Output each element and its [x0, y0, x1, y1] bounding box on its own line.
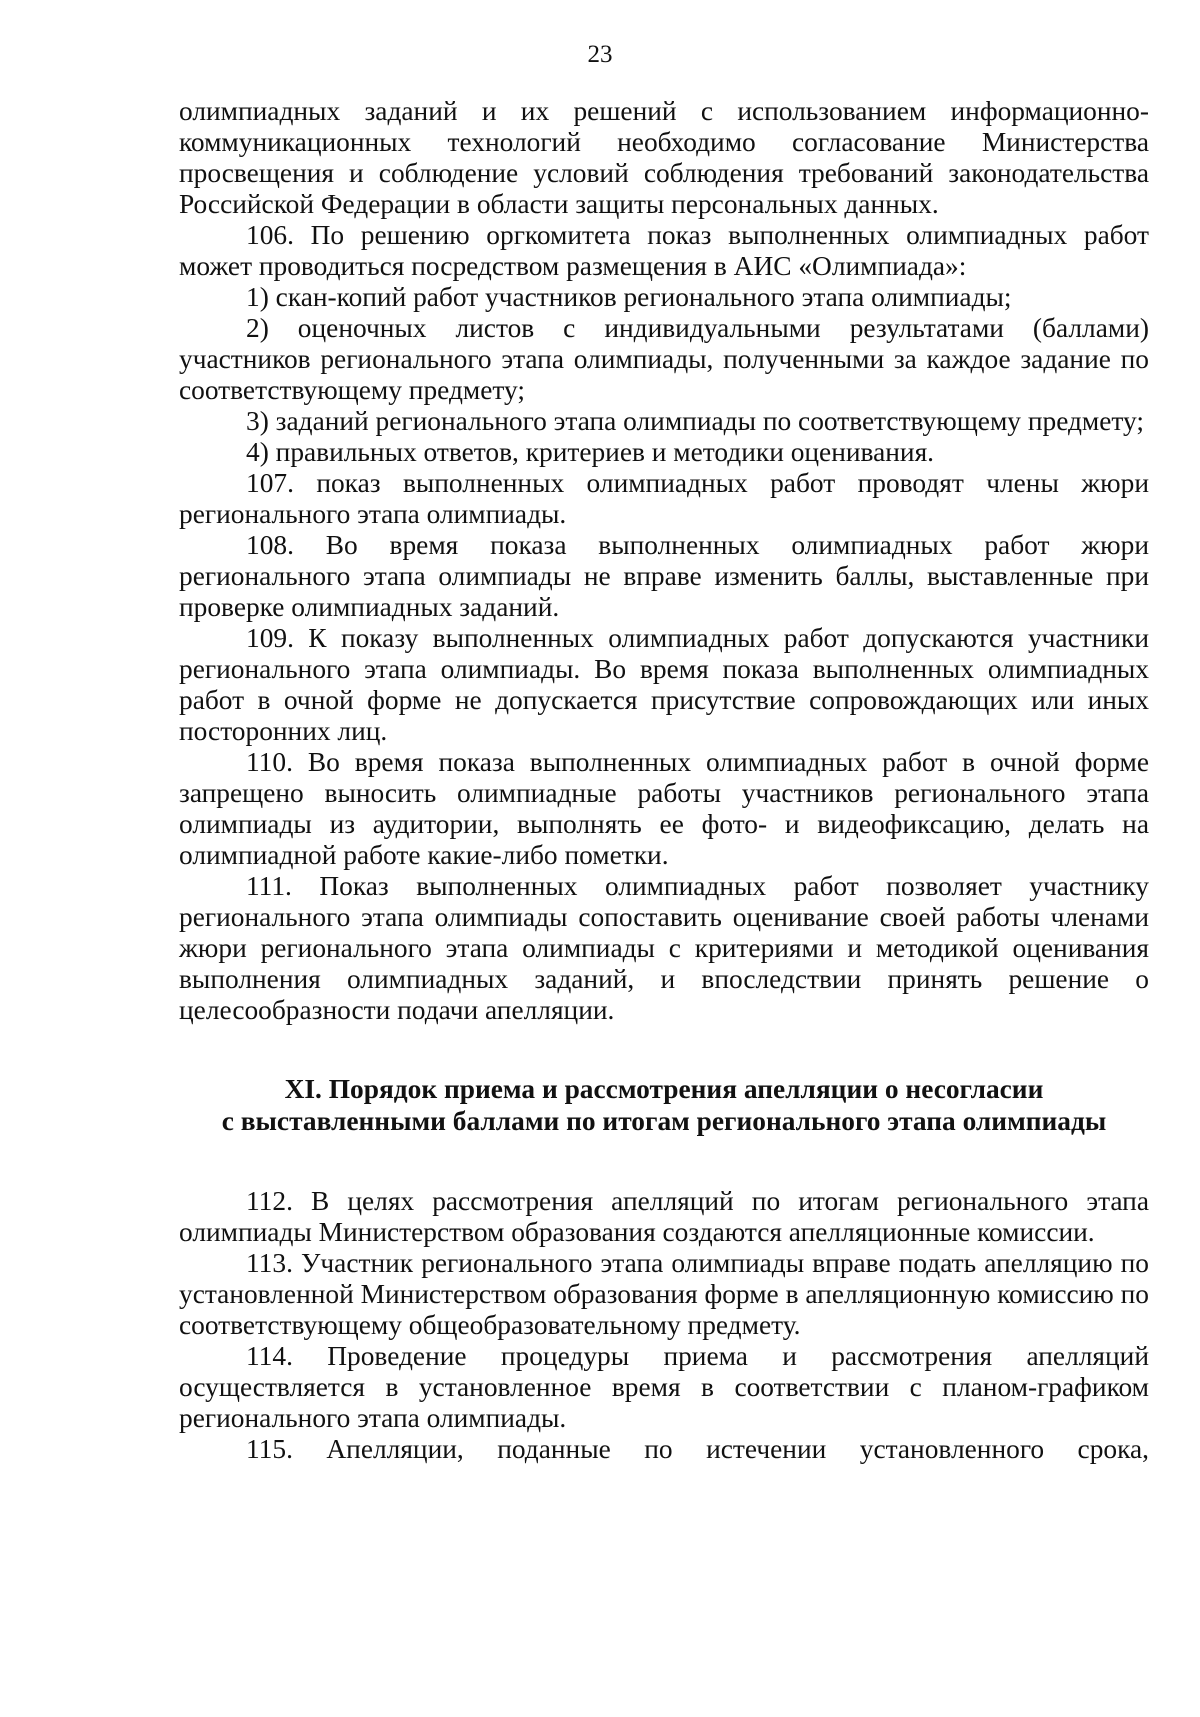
paragraphs-before-heading	[179, 96, 1149, 1026]
paragraph: олимпиадных заданий и их решений с использованием информационно-коммуникационных технологий необходимо согласование Министерства просвещения и соблюдение условий соблюдения требований законодательства Российской Федерации в области защиты персональных данных.	[179, 96, 1149, 219]
paragraph: 114. Проведение процедуры приема и рассмотрения апелляций осуществляется в установленное время в соответствии с планом-графиком регионального этапа олимпиады.	[179, 1341, 1149, 1433]
paragraph: 112. В целях рассмотрения апелляций по итогам регионального этапа олимпиады Министерством образования создаются апелляционные комиссии.	[179, 1186, 1149, 1247]
paragraph: 3) заданий регионального этапа олимпиады по соответствующему предмету;	[246, 406, 1144, 436]
paragraph: 2) оценочных листов с индивидуальными результатами (баллами) участников регионального этапа олимпиады, полученными за каждое задание по соответствующему предмету;	[179, 313, 1149, 405]
page-number: 23	[587, 41, 613, 68]
paragraph: 111. Показ выполненных олимпиадных работ позволяет участнику регионального этапа олимпиады сопоставить оценивание своей работы членами жюри регионального этапа олимпиады с критериями и методикой оценивания выполнения олимпиадных заданий, и впоследствии принять решение о целесообразности подачи апелляции.	[179, 871, 1149, 1025]
section-heading	[179, 1073, 1149, 1137]
paragraph: 4) правильных ответов, критериев и методики оценивания.	[246, 437, 935, 467]
paragraphs-after-heading	[179, 1186, 1149, 1465]
paragraph: 107. показ выполненных олимпиадных работ проводят члены жюри регионального этапа олимпиады.	[179, 468, 1149, 529]
paragraph: 115. Апелляции, поданные по истечении установленного срока,	[246, 1434, 1149, 1464]
paragraph: 113. Участник регионального этапа олимпиады вправе подать апелляцию по установленной Министерством образования форме в апелляционную комиссию по соответствующему общеобразовательному предмету.	[179, 1248, 1149, 1340]
paragraph: 109. К показу выполненных олимпиадных работ допускаются участники регионального этапа олимпиады. Во время показа выполненных олимпиадных работ в очной форме не допускается присутствие сопровождающих или иных посторонних лиц.	[179, 623, 1149, 746]
paragraph: 1) скан-копий работ участников регионального этапа олимпиады;	[246, 282, 1012, 312]
document-body	[179, 96, 1149, 1465]
section-heading-line-2: с выставленными баллами по итогам регионального этапа олимпиады	[221, 1106, 1107, 1136]
section-heading-line-1: XI. Порядок приема и рассмотрения апелляции о несогласии	[284, 1074, 1044, 1104]
paragraph: 108. Во время показа выполненных олимпиадных работ жюри регионального этапа олимпиады не вправе изменить баллы, выставленные при проверке олимпиадных заданий.	[179, 530, 1149, 622]
paragraph: 106. По решению оргкомитета показ выполненных олимпиадных работ может проводиться посредством размещения в АИС «Олимпиада»:	[179, 220, 1149, 281]
paragraph: 110. Во время показа выполненных олимпиадных работ в очной форме запрещено выносить олимпиадные работы участников регионального этапа олимпиады из аудитории, выполнять ее фото- и видеофиксацию, делать на олимпиадной работе какие-либо пометки.	[179, 747, 1149, 870]
